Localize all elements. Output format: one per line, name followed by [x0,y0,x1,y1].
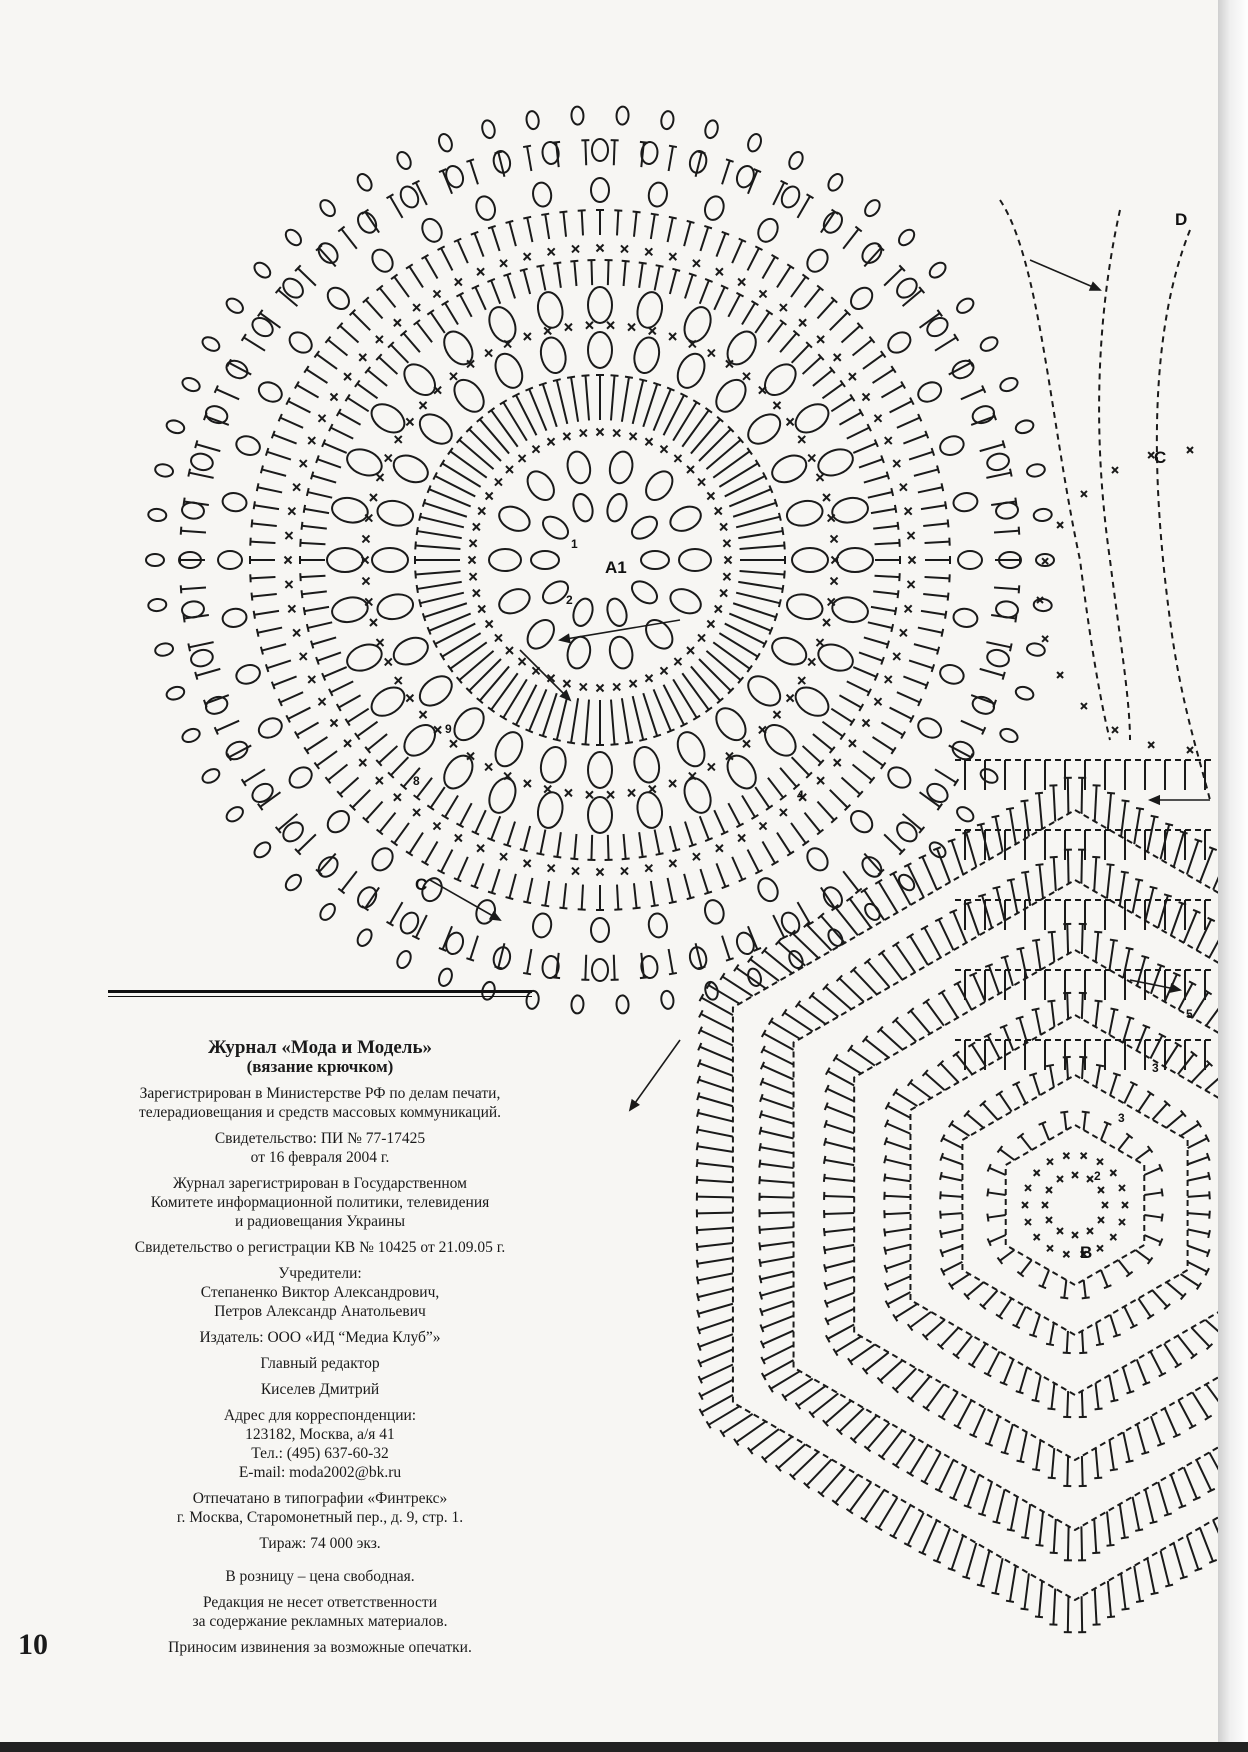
address-line: 123182, Москва, а/я 41 [245,1426,395,1443]
publisher-line: Издатель: ООО «ИД “Медиа Клуб”» [199,1329,441,1346]
editor-name-line: Киселев Дмитрий [260,1381,380,1398]
printing-line: г. Москва, Старомонетный пер., д. 9, стр. 1. [176,1509,464,1526]
disclaimer [100,1593,540,1631]
magazine-subtitle: (вязание крючком) [246,1057,394,1076]
label-row-1: 1 [571,537,578,551]
label-row-8: 8 [413,774,420,788]
disclaimer-line: за содержание рекламных материалов. [192,1613,448,1630]
editor-label-line: Главный редактор [260,1355,380,1372]
printing-line: Отпечатано в типографии «Финтрекс» [192,1490,448,1507]
scan-edge [0,1742,1248,1752]
address-label: Адрес для корреспонденции: [223,1407,417,1424]
printing-house [100,1489,540,1527]
circulation-line: Тираж: 74 000 экз. [259,1535,381,1552]
phone-line: Тел.: (495) 637-60-32 [251,1445,389,1462]
imprint-block [100,990,540,1664]
registration-ua [100,1174,540,1231]
certificate-ru-line: Свидетельство: ПИ № 77-17425 [214,1130,426,1147]
publisher [100,1328,540,1347]
label-row-2: 2 [566,593,573,607]
certificate-ru [100,1129,540,1167]
direction-arrows [430,260,1210,1110]
editor-name [100,1380,540,1399]
label-row-4: 4 [797,788,804,802]
label-row-9: 9 [445,722,452,736]
disclaimer-line: Редакция не несет ответственности [202,1594,437,1611]
certificate-ru-line: от 16 февраля 2004 г. [250,1149,390,1166]
magazine-title: Журнал «Мода и Модель» [207,1037,432,1058]
founders [100,1264,540,1321]
label-c-right: C [1154,448,1167,467]
label-row-3b: 3 [1118,1111,1125,1125]
price-line: В розницу – цена свободная. [225,1568,415,1585]
certificate-ua-line: Свидетельство о регистрации КВ № 10425 от 21.09.05 г. [134,1239,506,1256]
registration-ru-line: телерадиовещания и средств массовых коммуникаций. [138,1104,502,1121]
page-spine-shadow [1218,0,1248,1752]
label-a1: A1 [605,558,627,577]
apology [100,1638,540,1657]
editor-label [100,1354,540,1373]
round-motif-a1 [146,106,1054,1013]
label-row-5: 5 [1186,1007,1193,1021]
registration-ru [100,1084,540,1122]
founder-name: Петров Александр Анатольевич [214,1303,426,1320]
address-block [100,1406,540,1482]
founder-name: Степаненко Виктор Александрович, [200,1284,440,1301]
apology-line: Приносим извинения за возможные опечатки. [168,1639,472,1656]
registration-ru-line: Зарегистрирован в Министерстве РФ по делам печати, [139,1085,501,1102]
founders-label: Учредители: [278,1265,362,1282]
label-row-3a: 3 [1152,1061,1159,1075]
label-row-2b: 2 [1094,1169,1101,1183]
registration-ua-line: и радиовещания Украины [234,1213,406,1230]
label-b: B [1080,1243,1093,1262]
registration-ua-line: Журнал зарегистрирован в Государственном [173,1175,467,1192]
email-line: E-mail: moda2002@bk.ru [238,1464,402,1481]
certificate-ua [100,1238,540,1257]
price [100,1567,540,1586]
circulation [100,1534,540,1553]
side-motif-c-d [955,200,1248,1070]
label-d: D [1175,210,1188,229]
registration-ua-line: Комитете информационной политики, телевидения [150,1194,490,1211]
page-number: 10 [18,1628,48,1661]
label-c-left: C [415,875,428,894]
